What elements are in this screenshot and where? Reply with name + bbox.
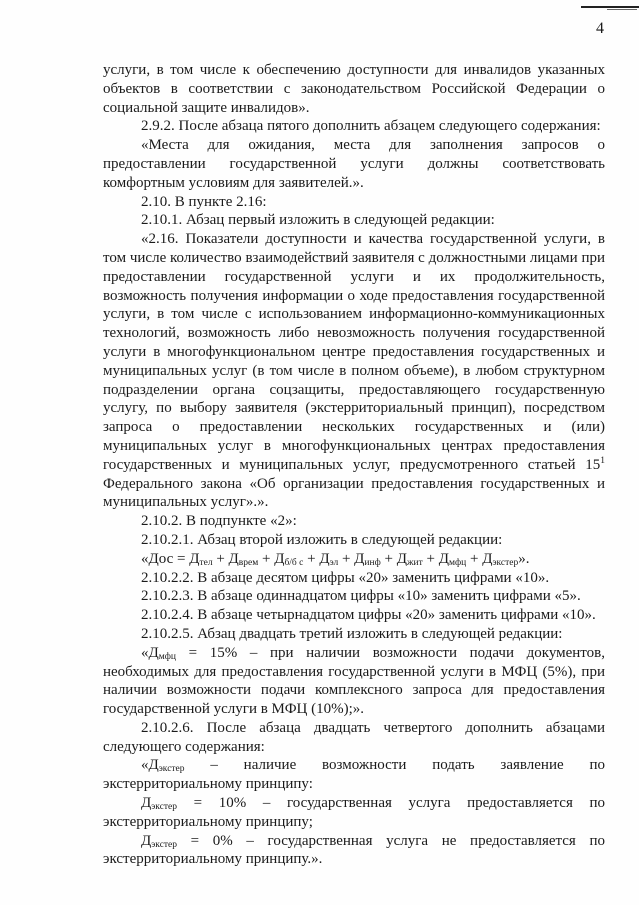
corner-scan-mark xyxy=(581,6,639,8)
page-number: 4 xyxy=(596,20,604,37)
paragraph-2-16 xyxy=(103,230,605,512)
paragraph: 2.10.1. Абзац первый изложить в следующей редакции: xyxy=(141,212,495,229)
paragraph: 2.10.2.5. Абзац двадцать третий изложить в следующей редакции: xyxy=(141,625,563,642)
paragraph: 2.10.2.2. В абзаце десятом цифры «20» заменить цифрами «10». xyxy=(141,569,550,586)
paragraph: 2.10.2. В подпункте «2»: xyxy=(141,513,297,530)
paragraph: «$Д_{экстер}$ – наличие возможности подать заявление по экстерриториальному принципу: xyxy=(103,757,605,793)
formula: «Дос = $Д_{тел} + Д_{врем} + Д_{б/б с} + Д_{эл} + Д_{инф} + Д_{жит} + Д_{мфц} + Д_{экстер}$». xyxy=(141,550,530,568)
paragraph-text: «2.16. Показатели доступности и качества государственной услуги, в том числе количество взаимодействий заявителя с должностными лицами при предоставлении государственной услуги и их продолжительность, возможность получения информации о ходе предоставления государственной услуги, в том числе с использованием информационно-коммуникационных технологий, возможность либо невозможность получения государственной услуги в многофункциональном центре предоставления государственных и муниципальных услуг (в том числе в полном объеме), в любом структурном подразделении органа соцзащиты, предоставляющего государственную услугу, по выбору заявителя (экстерриториальный принцип), посредством запроса о предоставлении нескольких государственных и (или) муниципальных услуг в многофункциональных центрах предоставления государственных и муниципальных услуг, предусмотренного статьей 15 xyxy=(103,231,605,473)
paragraph: 2.10.2.4. В абзаце четырнадцатом цифры «20» заменить цифрами «10». xyxy=(141,607,596,624)
paragraph: 2.10.2.1. Абзац второй изложить в следующей редакции: xyxy=(141,531,503,548)
paragraph: $Д_{экстер} = 10\%$ – государственная услуга предоставляется по экстерриториальному принципу; xyxy=(103,795,605,830)
corner-scan-mark-2 xyxy=(607,9,637,10)
paragraph: «Места для ожидания, места для заполнения запросов о предоставлении государственной услуги должны соответствовать комфортным условиям для заявителей.». xyxy=(103,137,605,191)
paragraph: услуги, в том числе к обеспечению доступности для инвалидов указанных объектов в соответствии с законодательством Российской Федерации о социальной защите инвалидов». xyxy=(103,62,605,116)
paragraph-text: Федерального закона «Об организации предоставления государственных и муниципальных услуг».». xyxy=(103,475,605,511)
paragraph: 2.10.2.3. В абзаце одиннадцатом цифры «10» заменить цифрами «5». xyxy=(141,588,581,605)
document-body xyxy=(103,61,605,869)
paragraph: $Д_{экстер} = 0\%$ – государственная услуга не предоставляется по экстерриториальному принципу.». xyxy=(103,832,605,868)
superscript: 1 xyxy=(600,455,605,466)
paragraph: 2.10. В пункте 2.16: xyxy=(141,193,267,210)
paragraph: «$Д_{мфц} = 15\%$ – при наличии возможности подачи документов, необходимых для предоставления государственной услуги в МФЦ (5%), при наличии возможности подачи комплексного запроса для предоставления государственной услуги в МФЦ (10%);». xyxy=(103,644,605,718)
paragraph: 2.9.2. После абзаца пятого дополнить абзацем следующего содержания: xyxy=(141,118,601,135)
paragraph: 2.10.2.6. После абзаца двадцать четвертого дополнить абзацами следующего содержания: xyxy=(103,719,605,755)
